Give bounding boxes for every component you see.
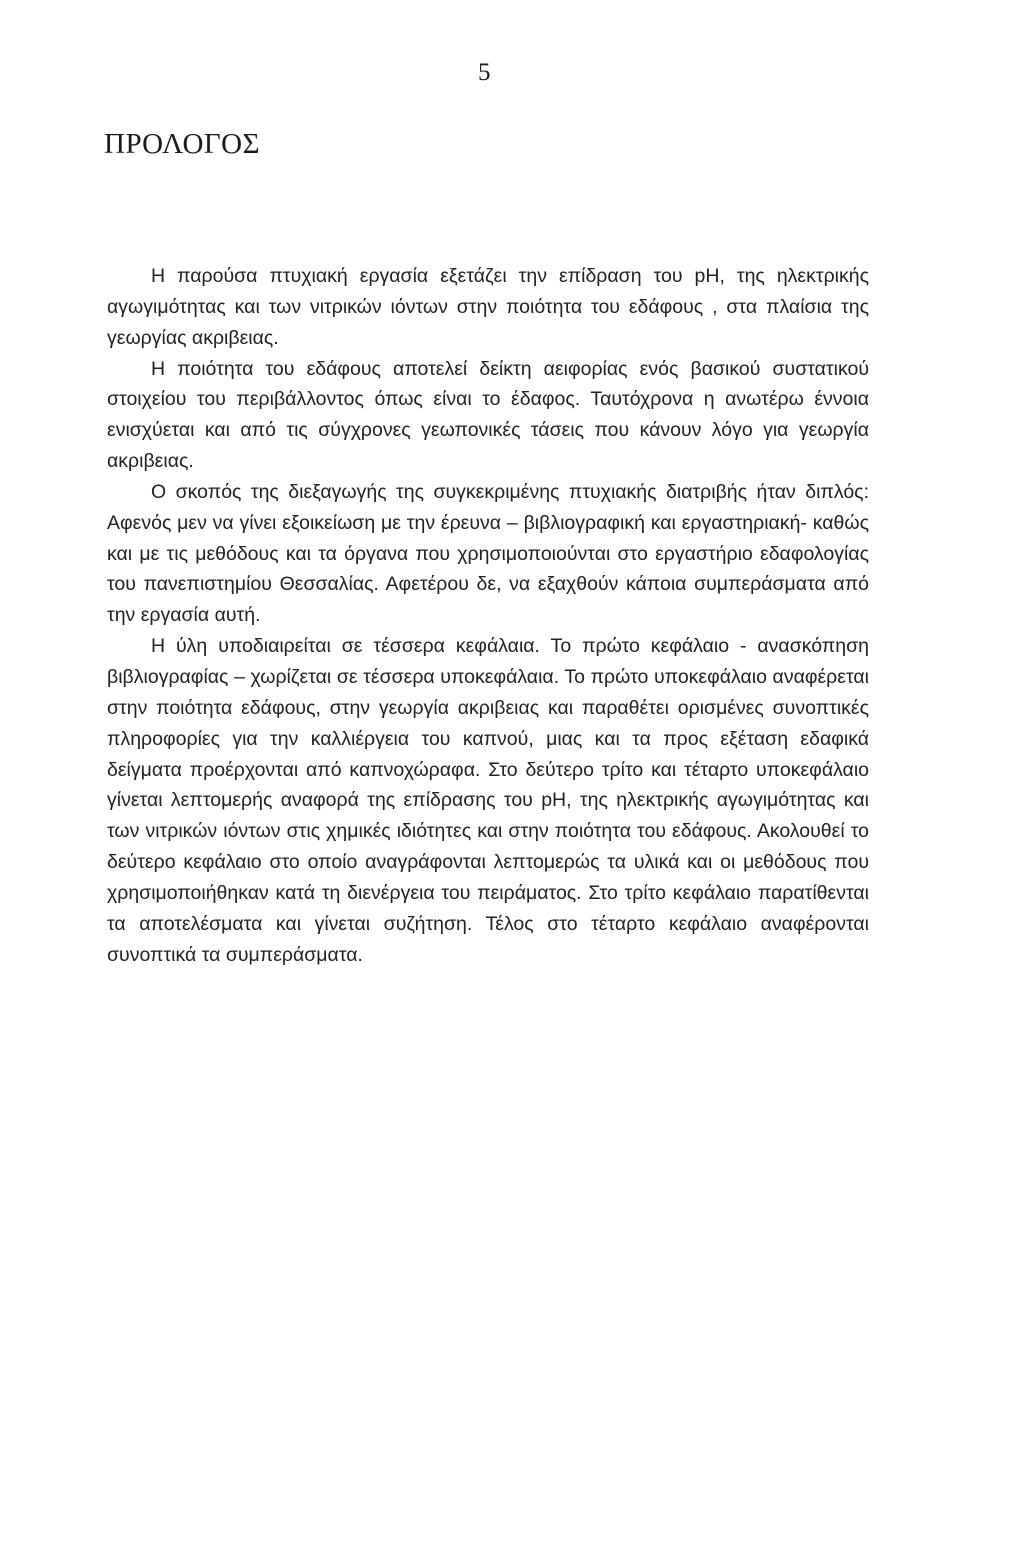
paragraph-intro: Η παρούσα πτυχιακή εργασία εξετάζει την επίδραση του pH, της ηλεκτρικής αγωγιμότητας και των νιτρικών ιόντων στην ποιότητα του εδάφους , στα πλαίσια της γεωργίας ακριβειας. <box>107 265 869 349</box>
document-body <box>107 261 869 970</box>
paragraph-soil-quality: Η ποιότητα του εδάφους αποτελεί δείκτη αειφορίας ενός βασικού συστατικού στοιχείου του περιβάλλοντος όπως είναι το έδαφος. Ταυτόχρονα η ανωτέρω έννοια ενισχύεται και από τις σύγχρονες γεωπονικές τάσεις που κάνουν λόγο για γεωργία ακριβειας. <box>107 357 869 473</box>
page-title: ΠΡΟΛΟΓΟΣ <box>104 128 260 160</box>
page-number: 5 <box>478 59 491 86</box>
paragraph-structure: Η ύλη υποδιαιρείται σε τέσσερα κεφάλαια. Το πρώτο κεφάλαιο - ανασκόπηση βιβλιογραφίας – χωρίζεται σε τέσσερα υποκεφάλαια. Το πρώτο υποκεφάλαιο αναφέρεται στην ποιότητα εδάφους, στην γεωργία ακριβειας και παραθέτει ορισμένες συνοπτικές πληροφορίες για την καλλιέργεια του καπνού, μιας και τα προς εξέταση εδαφικά δείγματα προέρχονται από καπνοχώραφα. Στο δεύτερο τρίτο και τέταρτο υποκεφάλαιο γίνεται λεπτομερής αναφορά της επίδρασης του pH, της ηλεκτρικής αγωγιμότητας και των νιτρικών ιόντων στις χημικές ιδιότητες και στην ποιότητα του εδάφους. Ακολουθεί το δεύτερο κεφάλαιο στο οποίο αναγράφονται λεπτομερώς τα υλικά και οι μεθόδους που χρησιμοποιήθηκαν κατά τη διενέργεια του πειράματος. Στο τρίτο κεφάλαιο παρατίθενται τα αποτελέσματα και γίνεται συζήτηση. Τέλος στο τέταρτο κεφάλαιο αναφέρονται συνοπτικά τα συμπεράσματα. <box>107 635 869 966</box>
paragraph-purpose: Ο σκοπός της διεξαγωγής της συγκεκριμένης πτυχιακής διατριβής ήταν διπλός: Αφενός μεν να γίνει εξοικείωση με την έρευνα – βιβλιογραφική και εργαστηριακή- καθώς και με τις μεθόδους και τα όργανα που χρησιμοποιούνται στο εργαστήριο εδαφολογίας του πανεπιστημίου Θεσσαλίας. Αφετέρου δε, να εξαχθούν κάποια συμπεράσματα από την εργασία αυτή. <box>107 480 869 627</box>
